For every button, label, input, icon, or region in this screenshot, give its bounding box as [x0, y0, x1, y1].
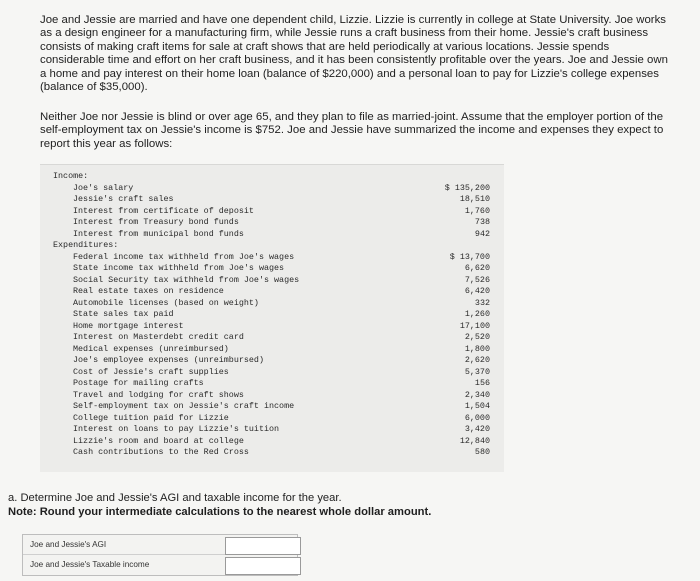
expenditure-row-amount: 12,840: [459, 435, 490, 446]
answer-table: [22, 534, 298, 576]
expenditure-row: [73, 275, 490, 286]
expenditure-row-amount: 2,520: [464, 332, 490, 342]
expenditure-row-label: Social Security tax withheld from Joe's wages: [73, 274, 300, 285]
expenditure-row: [73, 424, 490, 435]
income-row-amount: 738: [474, 217, 490, 227]
income-row-label: Jessie's craft sales: [73, 194, 174, 204]
expenditure-row-amount: 580: [474, 447, 490, 457]
taxable-income-input[interactable]: [225, 557, 301, 575]
income-row-amount: 942: [474, 228, 490, 239]
expenditure-row: [73, 309, 490, 320]
expenditure-row-label: Federal income tax withheld from Joe's wages: [73, 251, 295, 262]
expenditure-row-label: Automobile licenses (based on weight): [73, 297, 259, 308]
expenditure-row-amount: 7,526: [464, 274, 490, 285]
expenditure-row-amount: 6,420: [464, 286, 490, 296]
expenditure-row-label: Joe's employee expenses (unreimbursed): [73, 355, 264, 365]
expenditure-row-label: Cost of Jessie's craft supplies: [73, 366, 229, 377]
income-row: [73, 194, 490, 205]
expenditure-row-label: Self-employment tax on Jessie's craft income: [73, 401, 295, 411]
answer-row-agi: [23, 535, 297, 555]
expenditure-row: [73, 436, 490, 447]
expenditure-row-amount: 2,620: [464, 355, 490, 365]
expenditure-row-label: Interest on loans to pay Lizzie's tuition: [73, 424, 280, 434]
income-expense-table: [40, 164, 504, 472]
expenditure-row-label: Medical expenses (unreimbursed): [73, 343, 229, 354]
income-heading: Income:: [53, 171, 89, 181]
expenditure-row: [73, 332, 490, 343]
taxable-income-label: Joe and Jessie's Taxable income: [30, 560, 150, 569]
expenditure-row: [73, 413, 490, 424]
income-row-label: Interest from certificate of deposit: [73, 205, 254, 216]
expenditure-row-label: Cash contributions to the Red Cross: [73, 447, 249, 457]
expenditure-row-amount: 1,260: [464, 309, 490, 319]
income-row: [73, 183, 490, 194]
expenditure-row-label: Interest on Masterdebt credit card: [73, 332, 244, 342]
rounding-note: Note: Round your intermediate calculations to the nearest whole dollar amount.: [8, 506, 432, 518]
expenditure-row-amount: 2,340: [464, 389, 490, 400]
income-row-amount: $ 135,200: [444, 182, 490, 193]
expenditure-row-label: State income tax withheld from Joe's wages: [73, 263, 285, 273]
problem-paragraph-2: Neither Joe nor Jessie is blind or over age 65, and they plan to file as married-joint. Assume that the employer portion of the self-employment tax on Jessie's income is $752. Joe and Jessie have summarized the income and expenses they expect to report this year as follows:: [40, 111, 664, 150]
answer-row-taxable-income: [23, 555, 297, 574]
income-row-label: Joe's salary: [73, 182, 134, 193]
income-row: [73, 206, 490, 217]
expenditure-row: [73, 390, 490, 401]
income-row-amount: 18,510: [459, 194, 490, 204]
expenditure-row-amount: 156: [474, 378, 490, 388]
income-row: [73, 217, 490, 228]
expenditure-row-label: Postage for mailing crafts: [73, 378, 204, 388]
income-row-amount: 1,760: [464, 205, 490, 216]
expenditure-row: [73, 367, 490, 378]
expenditure-row: [73, 447, 490, 458]
expenditure-row-amount: 17,100: [459, 320, 490, 331]
expenditure-row-label: College tuition paid for Lizzie: [73, 412, 229, 423]
expenditure-row: [73, 286, 490, 297]
expenditure-row: [73, 298, 490, 309]
expenditure-row-label: State sales tax paid: [73, 309, 174, 319]
expenditure-row: [73, 355, 490, 366]
expenditure-row-amount: 3,420: [464, 424, 490, 434]
expenditure-row: [73, 344, 490, 355]
expenditure-row: [73, 263, 490, 274]
expenditure-row-label: Lizzie's room and board at college: [73, 435, 244, 446]
expenditure-row: [73, 321, 490, 332]
question-part-a: a. Determine Joe and Jessie's AGI and taxable income for the year.: [8, 492, 342, 504]
expenditure-row-amount: 332: [474, 297, 490, 308]
income-row-label: Interest from Treasury bond funds: [73, 217, 239, 227]
expenditure-row-amount: $ 13,700: [449, 251, 490, 262]
expenditures-heading: Expenditures:: [53, 240, 119, 250]
expenditure-row-amount: 6,620: [464, 263, 490, 273]
expenditure-row: [73, 401, 490, 412]
income-row: [73, 229, 490, 240]
agi-input[interactable]: [225, 537, 301, 555]
problem-paragraph-1: Joe and Jessie are married and have one dependent child, Lizzie. Lizzie is currently in college at State University. Joe works as a design engineer for a manufacturing firm, while Jessie runs a craft business from their home. Jessie's craft business consists of making craft items for sale at craft shows that are held periodically at various locations. Jessie spends considerable time and effort on her craft business, and it has been consistently profitable over the years. Joe and Jessie own a home and pay interest on their home loan (balance of $220,000) and a personal loan to pay for Lizzie's college expenses (balance of $35,000).: [40, 14, 668, 94]
expenditure-row-amount: 1,504: [464, 401, 490, 411]
income-row-label: Interest from municipal bond funds: [73, 228, 244, 239]
agi-label: Joe and Jessie's AGI: [30, 540, 107, 549]
expenditure-row-label: Travel and lodging for craft shows: [73, 389, 244, 400]
question-block: [8, 491, 431, 519]
expenditure-row-label: Home mortgage interest: [73, 320, 184, 331]
expenditure-row: [73, 252, 490, 263]
expenditure-row-amount: 5,370: [464, 366, 490, 377]
expenditure-row-label: Real estate taxes on residence: [73, 286, 224, 296]
expenditure-row: [73, 378, 490, 389]
expenditure-row-amount: 1,800: [464, 343, 490, 354]
expenditure-row-amount: 6,000: [464, 412, 490, 423]
